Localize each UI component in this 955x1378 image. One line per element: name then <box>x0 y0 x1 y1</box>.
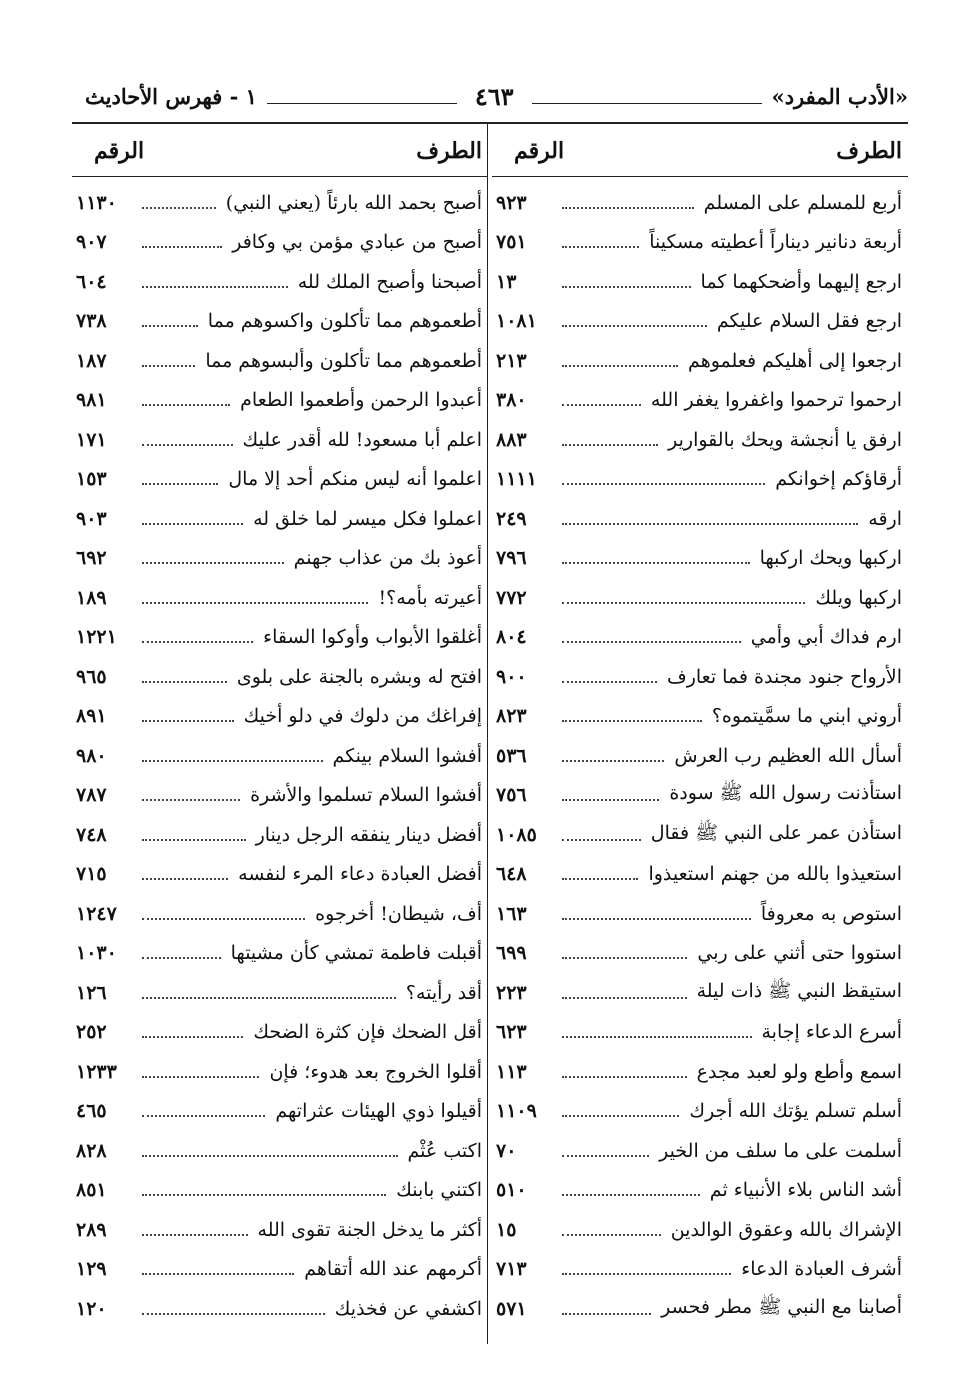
entry-text: استووا حتى أثني على ربي <box>697 942 902 965</box>
entry-number: ١٢٩ <box>76 1258 107 1281</box>
entry-number: ١١١١ <box>496 468 537 491</box>
index-entry <box>72 420 488 460</box>
index-entry <box>492 1171 908 1211</box>
leader-dots <box>562 1115 679 1117</box>
entry-number: ٢٤٩ <box>496 507 527 530</box>
entry-text: أسلمت على ما سلف من الخير <box>659 1139 902 1162</box>
entry-text: أف، شيطان! أخرجوه <box>315 902 482 925</box>
index-entry <box>72 855 488 895</box>
entry-number: ٧١٥ <box>76 863 107 886</box>
leader-dots <box>562 365 678 367</box>
entry-number: ٧٤٨ <box>76 823 107 846</box>
leader-dots <box>562 1273 731 1275</box>
entry-text: الإشراك بالله وعقوق الوالدين <box>670 1218 902 1241</box>
head-num-label: الرقم <box>514 138 565 164</box>
entry-number: ١٧١ <box>76 428 107 451</box>
index-entry <box>72 341 488 381</box>
index-entry <box>72 618 488 658</box>
page-header <box>70 78 908 114</box>
entry-number: ٩٢٣ <box>496 191 527 214</box>
index-entry <box>72 262 488 302</box>
entry-text: أروني ابني ما سمَّيتموه؟ <box>711 705 902 728</box>
leader-dots <box>142 562 284 564</box>
leader-dots <box>142 365 195 367</box>
entry-number: ٩٨٠ <box>76 744 107 767</box>
left-column-header <box>72 126 488 177</box>
entry-number: ١٢٦ <box>76 981 107 1004</box>
entry-number: ٦٩٢ <box>76 547 107 570</box>
entry-number: ٨٢٨ <box>76 1139 107 1162</box>
leader-dots <box>142 799 240 801</box>
index-entry <box>72 1289 488 1329</box>
leader-dots <box>562 1234 661 1236</box>
entry-text: أقيلوا ذوي الهيئات عثراتهم <box>275 1100 482 1123</box>
entry-number: ٨٨٣ <box>496 428 527 451</box>
leader-dots <box>562 641 741 643</box>
index-entry <box>72 1013 488 1053</box>
index-entry <box>492 460 908 500</box>
entry-number: ٥٧١ <box>496 1297 527 1320</box>
index-entry <box>72 776 488 816</box>
leader-dots <box>142 1273 294 1275</box>
leader-dots <box>142 1115 265 1117</box>
index-entry <box>72 1171 488 1211</box>
leader-dots <box>142 602 368 604</box>
index-entry <box>72 183 488 223</box>
leader-dots <box>562 1076 687 1078</box>
entry-text: ارفق يا أنجشة ويحك بالقوارير <box>668 428 902 451</box>
entry-text: أسلم تسلم يؤتك الله أجرك <box>689 1100 902 1123</box>
entry-number: ١٨٧ <box>76 349 107 372</box>
leader-dots <box>142 325 198 327</box>
entry-text: أسرع الدعاء إجابة <box>761 1021 902 1044</box>
index-entry <box>72 499 488 539</box>
entry-number: ٢٢٣ <box>496 981 527 1004</box>
entry-text: أصبح من عبادي مؤمن بي وكافر <box>232 231 482 254</box>
leader-dots <box>562 444 658 446</box>
entry-number: ١٢٠ <box>76 1297 107 1320</box>
index-entry <box>72 697 488 737</box>
leader-dots <box>142 404 230 406</box>
entry-text: أرقاؤكم إخوانكم <box>775 468 902 491</box>
entry-text: إفراغك من دلوك في دلو أخيك <box>243 705 482 728</box>
leader-dots <box>562 997 687 999</box>
entry-text: الأرواح جنود مجندة فما تعارف <box>667 665 902 688</box>
entry-number: ١٥ <box>496 1218 517 1241</box>
index-entry <box>492 776 908 816</box>
entry-text: أشد الناس بلاء الأنبياء ثم <box>709 1179 902 1202</box>
entry-text: أغلقوا الأبواب وأوكوا السقاء <box>263 626 482 649</box>
index-entry <box>492 578 908 618</box>
entry-text: أقل الضحك فإن كثرة الضحك <box>253 1021 482 1044</box>
index-entry <box>72 302 488 342</box>
index-entry <box>492 262 908 302</box>
index-entry <box>492 1131 908 1171</box>
entry-text: ارجعوا إلى أهليكم فعلموهم <box>688 349 902 372</box>
entry-text: أفشوا السلام بينكم <box>332 744 482 767</box>
index-entry <box>72 578 488 618</box>
leader-dots <box>142 207 216 209</box>
entry-text: اكشفي عن فخذيك <box>334 1297 482 1320</box>
entry-text: استأذنت رسول الله ﷺ سودة <box>669 782 902 805</box>
entry-number: ٦٩٩ <box>496 942 527 965</box>
index-entry <box>72 1052 488 1092</box>
index-entry <box>492 973 908 1013</box>
index-entry <box>72 381 488 421</box>
index-entry <box>72 1250 488 1290</box>
leader-dots <box>142 286 288 288</box>
leader-dots <box>562 602 805 604</box>
index-entry <box>72 894 488 934</box>
index-entry <box>492 934 908 974</box>
section-title: ١ - فهرس الأحاديث <box>85 83 257 109</box>
entry-text: ارجع إليهما وأضحكهما كما <box>700 270 902 293</box>
entry-text: ارقه <box>868 507 902 530</box>
leader-dots <box>562 1155 649 1157</box>
leader-dots <box>142 957 221 959</box>
right-column-rows <box>492 183 908 1329</box>
index-entry <box>492 1250 908 1290</box>
entry-text: أقلوا الخروج بعد هدوء؛ فإن <box>269 1060 482 1083</box>
leader-dots <box>562 1036 752 1038</box>
index-entry <box>492 223 908 263</box>
leader-dots <box>562 681 657 683</box>
entry-text: أربع للمسلم على المسلم <box>703 191 902 214</box>
entry-number: ٧٠ <box>496 1139 517 1162</box>
entry-text: اكتني بابنك <box>396 1179 482 1202</box>
entry-number: ١٠٣٠ <box>76 942 117 965</box>
entry-number: ٧٨٧ <box>76 784 107 807</box>
index-entry <box>72 1210 488 1250</box>
entry-text: استأذن عمر على النبي ﷺ فقال <box>650 821 902 844</box>
entry-text: اعملوا فكل ميسر لما خلق له <box>253 507 482 530</box>
entry-text: أشرف العبادة الدعاء <box>741 1258 902 1281</box>
left-column <box>72 126 488 1329</box>
entry-number: ١٠٨٥ <box>496 823 537 846</box>
leader-dots <box>142 246 222 248</box>
index-entry <box>492 1013 908 1053</box>
top-rule <box>72 122 908 124</box>
entry-number: ١٣ <box>496 270 517 293</box>
entry-text: أطعموهم مما تأكلون وألبسوهم مما <box>205 349 482 372</box>
leader-dots <box>142 641 253 643</box>
entry-number: ٩٨١ <box>76 389 107 412</box>
entry-number: ٨٥١ <box>76 1179 107 1202</box>
entry-text: استعيذوا بالله من جهنم استعيذوا <box>648 863 902 886</box>
leader-dots <box>562 483 765 485</box>
entry-number: ١١٠٩ <box>496 1100 537 1123</box>
index-entry <box>492 1052 908 1092</box>
index-entry <box>72 1131 488 1171</box>
entry-number: ٥١٠ <box>496 1179 527 1202</box>
index-entry <box>492 381 908 421</box>
leader-dots <box>142 918 305 920</box>
leader-dots <box>142 681 227 683</box>
leader-dots <box>142 997 396 999</box>
entry-text: أسأل الله العظيم رب العرش <box>674 744 902 767</box>
index-entry <box>492 1092 908 1132</box>
page-number: ٤٦٣ <box>474 81 514 111</box>
entry-number: ٦٤٨ <box>496 863 527 886</box>
leader-dots <box>562 957 687 959</box>
entry-number: ٩٦٥ <box>76 665 107 688</box>
entry-text: اعلموا أنه ليس منكم أحد إلا مال <box>228 468 482 491</box>
entry-number: ٩٠٣ <box>76 507 107 530</box>
entry-text: أصابنا مع النبي ﷺ مطر فحسر <box>661 1295 902 1318</box>
leader-dots <box>562 404 641 406</box>
entry-number: ٨٠٤ <box>496 626 527 649</box>
head-text-label: الطرف <box>416 138 482 164</box>
entry-text: أعيرته بأمه؟! <box>378 586 482 609</box>
entry-number: ١١٣ <box>496 1060 527 1083</box>
index-entry <box>492 499 908 539</box>
index-entry <box>492 855 908 895</box>
index-entry <box>492 302 908 342</box>
entry-number: ١٦٣ <box>496 902 527 925</box>
entry-text: اركبها ويلك <box>815 586 902 609</box>
entry-number: ٥٣٦ <box>496 744 527 767</box>
entry-text: ارجع فقل السلام عليكم <box>716 310 902 333</box>
entry-text: اركبها ويحك اركبها <box>759 547 902 570</box>
entry-text: اعلم أبا مسعود! لله أقدر عليك <box>242 428 482 451</box>
entry-number: ١٥٣ <box>76 468 107 491</box>
entry-number: ٨٩١ <box>76 705 107 728</box>
entry-text: ارحموا ترحموا واغفروا يغفر الله <box>650 389 902 412</box>
leader-dots <box>142 720 234 722</box>
leader-dots <box>142 1036 243 1038</box>
entry-number: ١٢٤٧ <box>76 902 117 925</box>
book-title: «الأدب المفرد» <box>771 83 908 109</box>
leader-dots <box>142 483 218 485</box>
index-entry <box>492 539 908 579</box>
entry-number: ٧١٣ <box>496 1258 527 1281</box>
index-entry <box>72 973 488 1013</box>
entry-number: ٧٥١ <box>496 231 527 254</box>
leader-dots <box>562 523 858 525</box>
entry-number: ٢١٣ <box>496 349 527 372</box>
entry-text: أكثر ما يدخل الجنة تقوى الله <box>257 1218 482 1241</box>
leader-dots <box>562 207 694 209</box>
entry-number: ٧٧٢ <box>496 586 527 609</box>
header-rule-left <box>267 103 457 104</box>
leader-dots <box>142 523 243 525</box>
entry-number: ٢٨٩ <box>76 1218 107 1241</box>
entry-number: ٦٢٣ <box>496 1021 527 1044</box>
entry-text: أصبحنا وأصبح الملك لله <box>297 270 482 293</box>
entry-text: أعوذ بك من عذاب جهنم <box>293 547 482 570</box>
leader-dots <box>562 799 659 801</box>
leader-dots <box>562 1313 651 1315</box>
leader-dots <box>562 562 750 564</box>
entry-number: ٣٨٠ <box>496 389 527 412</box>
entry-number: ١٨٩ <box>76 586 107 609</box>
entry-number: ١٢٣٣ <box>76 1060 117 1083</box>
entry-text: أفشوا السلام تسلموا والأشرة <box>250 784 482 807</box>
entry-number: ٦٠٤ <box>76 270 107 293</box>
index-entry <box>72 1092 488 1132</box>
head-num-label: الرقم <box>94 138 145 164</box>
index-entry <box>492 420 908 460</box>
entry-text: أقد رأيته؟ <box>405 981 482 1004</box>
index-entry <box>492 736 908 776</box>
leader-dots <box>562 760 664 762</box>
leader-dots <box>142 444 233 446</box>
entry-number: ١٠٨١ <box>496 310 537 333</box>
leader-dots <box>142 1194 386 1196</box>
entry-text: أربعة دنانير ديناراً أعطيته مسكيناً <box>649 231 902 254</box>
leader-dots <box>562 246 639 248</box>
leader-dots <box>142 1155 398 1157</box>
right-column <box>492 126 908 1329</box>
entry-number: ٤٦٥ <box>76 1100 107 1123</box>
entry-number: ٨٢٣ <box>496 705 527 728</box>
leader-dots <box>142 839 246 841</box>
index-entry <box>492 894 908 934</box>
entry-text: أطعموهم مما تأكلون واكسوهم مما <box>207 310 482 333</box>
entry-text: أصبح بحمد الله بارئاً (يعني النبي) <box>225 191 482 214</box>
leader-dots <box>142 1234 248 1236</box>
index-entry <box>72 657 488 697</box>
leader-dots <box>562 918 751 920</box>
index-entry <box>72 815 488 855</box>
leader-dots <box>562 1194 700 1196</box>
left-column-rows <box>72 183 488 1329</box>
entry-text: أفضل العبادة دعاء المرء لنفسه <box>238 863 482 886</box>
index-entry <box>72 223 488 263</box>
index-entry <box>492 657 908 697</box>
leader-dots <box>142 1313 325 1315</box>
index-entry <box>492 1210 908 1250</box>
entry-text: أقبلت فاطمة تمشي كأن مشيتها <box>230 942 482 965</box>
index-entry <box>492 341 908 381</box>
entry-text: افتح له وبشره بالجنة على بلوى <box>236 665 482 688</box>
entry-number: ٧٣٨ <box>76 310 107 333</box>
entry-text: أعبدوا الرحمن وأطعموا الطعام <box>240 389 482 412</box>
leader-dots <box>562 286 691 288</box>
entry-number: ٩٠٠ <box>496 665 527 688</box>
index-entry <box>492 183 908 223</box>
right-column-header <box>492 126 908 177</box>
entry-number: ٧٩٦ <box>496 547 527 570</box>
index-entry <box>72 539 488 579</box>
entry-number: ١٢٢١ <box>76 626 117 649</box>
entry-text: استوص به معروفاً <box>760 902 902 925</box>
leader-dots <box>562 878 638 880</box>
entry-number: ٩٠٧ <box>76 231 107 254</box>
entry-text: أكرمهم عند الله أتقاهم <box>304 1258 482 1281</box>
leader-dots <box>142 1076 259 1078</box>
head-text-label: الطرف <box>836 138 902 164</box>
index-entry <box>72 934 488 974</box>
leader-dots <box>562 325 707 327</box>
entry-text: استيقظ النبي ﷺ ذات ليلة <box>696 979 902 1002</box>
index-entry <box>72 736 488 776</box>
entry-number: ١١٣٠ <box>76 191 117 214</box>
entry-number: ٢٥٢ <box>76 1021 107 1044</box>
index-entry <box>492 815 908 855</box>
index-entry <box>72 460 488 500</box>
entry-number: ٧٥٦ <box>496 784 527 807</box>
leader-dots <box>562 839 641 841</box>
entry-text: اسمع وأطع ولو لعبد مجدع <box>696 1060 902 1083</box>
header-rule-right <box>532 103 762 104</box>
index-entry <box>492 618 908 658</box>
entry-text: ارم فداك أبي وأمي <box>750 626 902 649</box>
leader-dots <box>562 720 702 722</box>
index-entry <box>492 697 908 737</box>
leader-dots <box>142 760 323 762</box>
entry-text: أفضل دينار ينفقه الرجل دينار <box>255 823 482 846</box>
index-entry <box>492 1289 908 1329</box>
leader-dots <box>142 878 228 880</box>
entry-text: اكتب عُثْم <box>407 1139 482 1162</box>
